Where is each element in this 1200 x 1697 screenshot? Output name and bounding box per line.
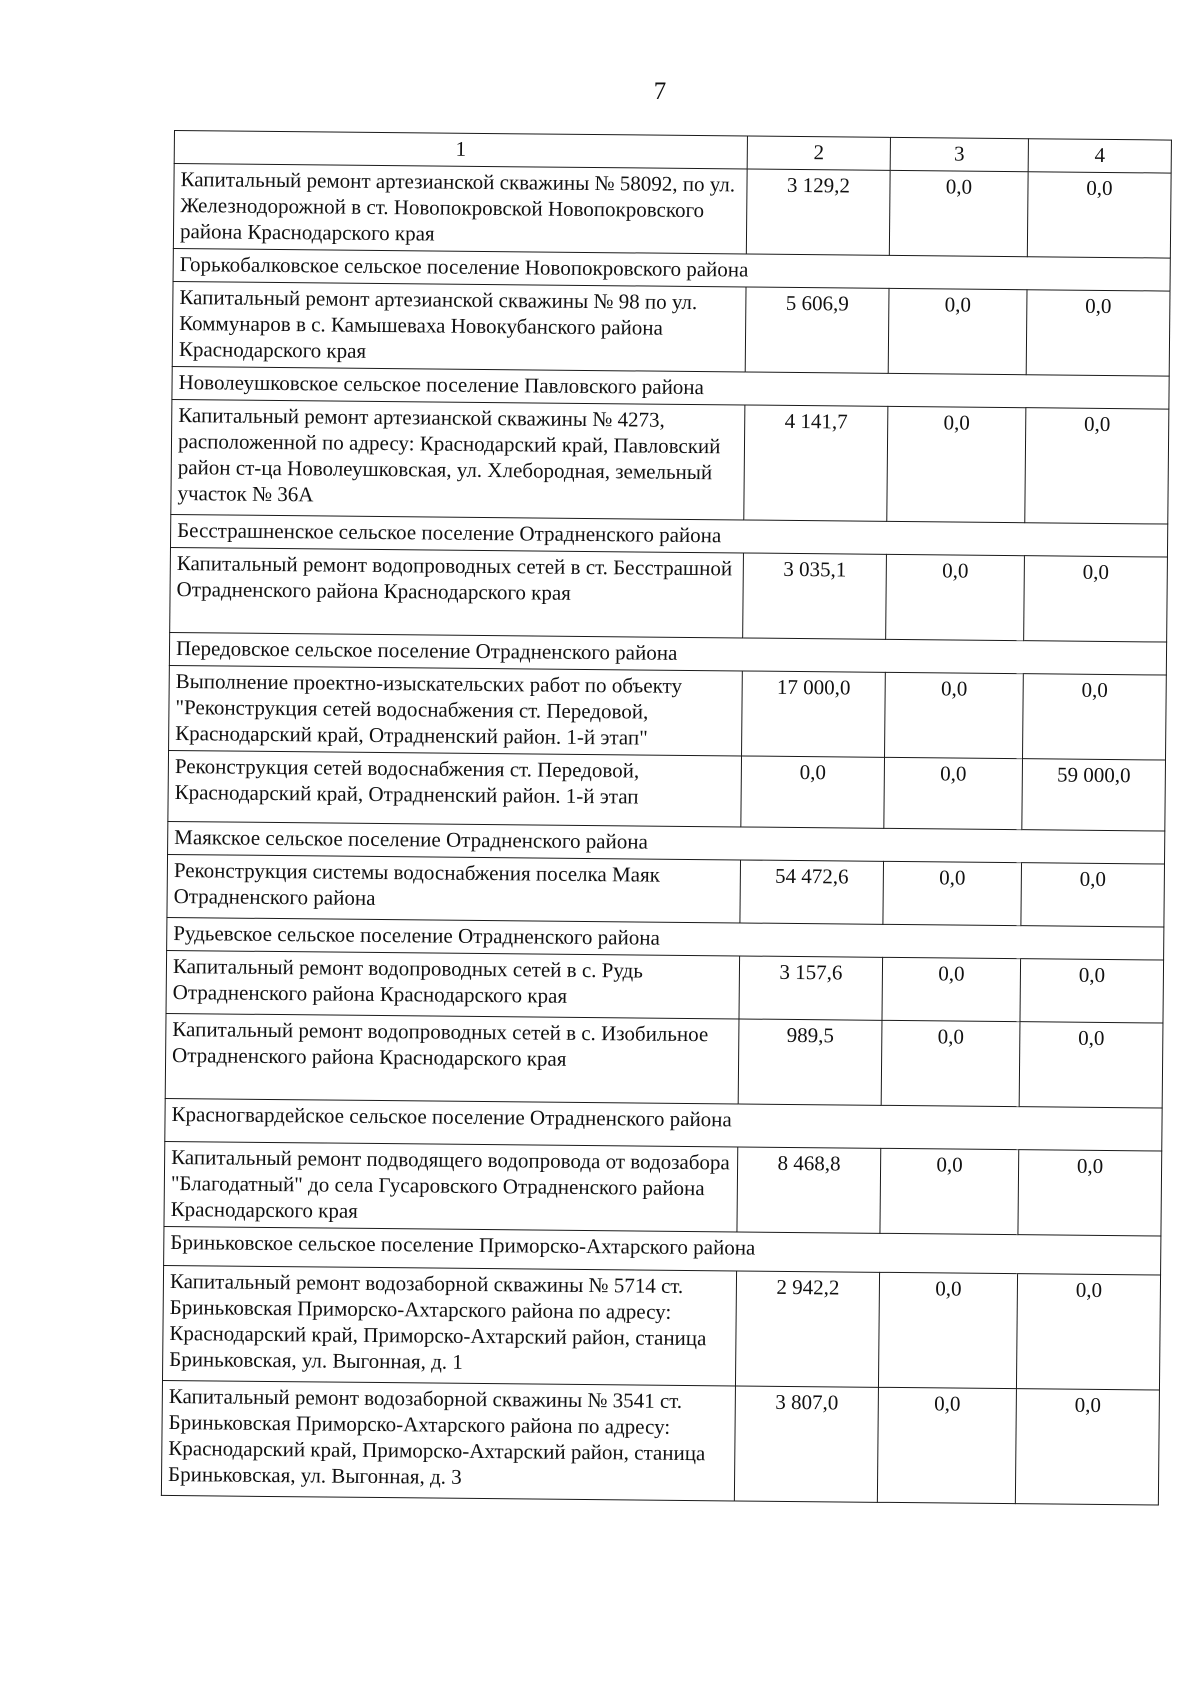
table-row bbox=[171, 399, 1169, 524]
column-header-4: 4 bbox=[1028, 139, 1171, 173]
value-col2: 3 157,6 bbox=[739, 956, 883, 1020]
value-col2: 3 129,2 bbox=[746, 169, 890, 255]
value-col3: 0,0 bbox=[878, 1272, 1017, 1388]
value-col4: 59 000,0 bbox=[1022, 759, 1166, 831]
value-col3: 0,0 bbox=[889, 170, 1028, 256]
table-row bbox=[167, 854, 1165, 927]
value-col4: 0,0 bbox=[1025, 408, 1169, 524]
item-description: Реконструкция сетей водоснабжения ст. Передовой, Краснодарский край, Отрадненский район. 1-й этап bbox=[168, 750, 742, 826]
value-col4: 0,0 bbox=[1026, 290, 1170, 376]
value-col3: 0,0 bbox=[880, 1148, 1019, 1234]
table-row bbox=[168, 750, 1166, 831]
item-description: Капитальный ремонт водозаборной скважины № 5714 ст. Бриньковская Приморско-Ахтарского района по адресу: Краснодарский край, Приморско-Ахтарский район, станица Бриньковская, ул. Выгонная, д. 1 bbox=[162, 1265, 736, 1385]
value-col3: 0,0 bbox=[883, 861, 1022, 925]
item-description: Капитальный ремонт подводящего водопровода от водозабора "Благодатный" до села Гусаровского Отрадненского района Краснодарского края bbox=[164, 1141, 738, 1231]
value-col4: 0,0 bbox=[1015, 1389, 1159, 1505]
value-col3: 0,0 bbox=[885, 672, 1024, 758]
value-col4: 0,0 bbox=[1020, 959, 1164, 1023]
item-description: Капитальный ремонт водозаборной скважины № 3541 ст. Бриньковская Приморско-Ахтарского района по адресу: Краснодарский край, Приморско-Ахтарский район, станица Бриньковская, ул. Выгонная, д. 3 bbox=[161, 1380, 735, 1500]
value-col2: 0,0 bbox=[741, 756, 885, 828]
item-description: Капитальный ремонт водопроводных сетей в с. Рудь Отрадненского района Краснодарского края bbox=[166, 950, 740, 1018]
value-col2: 3 035,1 bbox=[743, 553, 887, 639]
budget-table bbox=[161, 130, 1172, 1506]
table-row bbox=[165, 1013, 1163, 1108]
column-header-3: 3 bbox=[890, 137, 1028, 171]
item-description: Капитальный ремонт артезианской скважины № 98 по ул. Коммунаров в с. Камышеваха Новокубанского района Краснодарского края bbox=[172, 281, 746, 371]
value-col2: 17 000,0 bbox=[742, 671, 886, 757]
table-row bbox=[169, 665, 1167, 760]
item-description: Капитальный ремонт водопроводных сетей в ст. Бесстрашной Отрадненского района Краснодарского края bbox=[170, 547, 744, 637]
value-col2: 2 942,2 bbox=[735, 1271, 879, 1387]
settlement-heading: Новолеушковское сельское поселение Павловского района bbox=[172, 366, 1169, 409]
value-col3: 0,0 bbox=[884, 757, 1023, 829]
table-row bbox=[172, 281, 1170, 376]
settlement-heading: Красногвардейское сельское поселение Отрадненского района bbox=[165, 1098, 1162, 1151]
value-col4: 0,0 bbox=[1021, 863, 1165, 927]
value-col3: 0,0 bbox=[881, 1020, 1020, 1106]
settlement-heading: Горькобалковское сельское поселение Новопокровского района bbox=[173, 248, 1170, 291]
value-col3: 0,0 bbox=[877, 1387, 1016, 1503]
page-number: 7 bbox=[653, 78, 667, 105]
value-col3: 0,0 bbox=[887, 406, 1026, 522]
table-row bbox=[161, 1380, 1159, 1505]
value-col2: 4 141,7 bbox=[744, 405, 888, 521]
value-col4: 0,0 bbox=[1016, 1274, 1160, 1390]
item-description: Капитальный ремонт артезианской скважины № 4273, расположенной по адресу: Краснодарский край, Павловский район ст-ца Новолеушковская, ул. Хлебородная, земельный участок № 36А bbox=[171, 399, 745, 519]
value-col2: 8 468,8 bbox=[737, 1147, 881, 1233]
item-description: Выполнение проектно-изыскательских работ по объекту "Реконструкция сетей водоснабжения ст. Передовой, Краснодарский край, Отрадненский район. 1-й этап" bbox=[169, 665, 743, 755]
value-col2: 5 606,9 bbox=[745, 287, 889, 373]
value-col3: 0,0 bbox=[888, 288, 1027, 374]
item-description: Капитальный ремонт водопроводных сетей в с. Изобильное Отрадненского района Краснодарского края bbox=[165, 1013, 739, 1103]
settlement-heading: Рудьевское сельское поселение Отрадненского района bbox=[167, 917, 1164, 960]
table-row bbox=[166, 950, 1164, 1023]
value-col4: 0,0 bbox=[1018, 1150, 1162, 1236]
settlement-heading: Бриньковское сельское поселение Приморско-Ахтарского района bbox=[164, 1226, 1161, 1275]
table-row bbox=[164, 1141, 1162, 1236]
value-col2: 3 807,0 bbox=[734, 1386, 878, 1502]
table-row bbox=[162, 1265, 1160, 1390]
value-col4: 0,0 bbox=[1024, 556, 1168, 642]
item-description: Капитальный ремонт артезианской скважины № 58092, по ул. Железнодорожной в ст. Новопокровской Новопокровского района Краснодарского края bbox=[173, 164, 747, 254]
settlement-heading: Бесстрашненское сельское поселение Отрадненского района bbox=[170, 514, 1167, 557]
value-col4: 0,0 bbox=[1019, 1022, 1163, 1108]
value-col2: 989,5 bbox=[738, 1019, 882, 1105]
table-row bbox=[173, 164, 1171, 259]
column-header-1: 1 bbox=[174, 131, 747, 169]
value-col4: 0,0 bbox=[1023, 674, 1167, 760]
value-col3: 0,0 bbox=[886, 554, 1025, 640]
settlement-heading: Передовское сельское поселение Отрадненского района bbox=[169, 632, 1166, 675]
value-col4: 0,0 bbox=[1027, 172, 1171, 258]
column-header-2: 2 bbox=[747, 136, 890, 170]
settlement-heading: Маякское сельское поселение Отрадненского района bbox=[168, 821, 1165, 864]
value-col3: 0,0 bbox=[882, 957, 1021, 1021]
value-col2: 54 472,6 bbox=[740, 860, 884, 924]
table-row bbox=[170, 547, 1168, 642]
item-description: Реконструкция системы водоснабжения поселка Маяк Отрадненского района bbox=[167, 854, 741, 922]
